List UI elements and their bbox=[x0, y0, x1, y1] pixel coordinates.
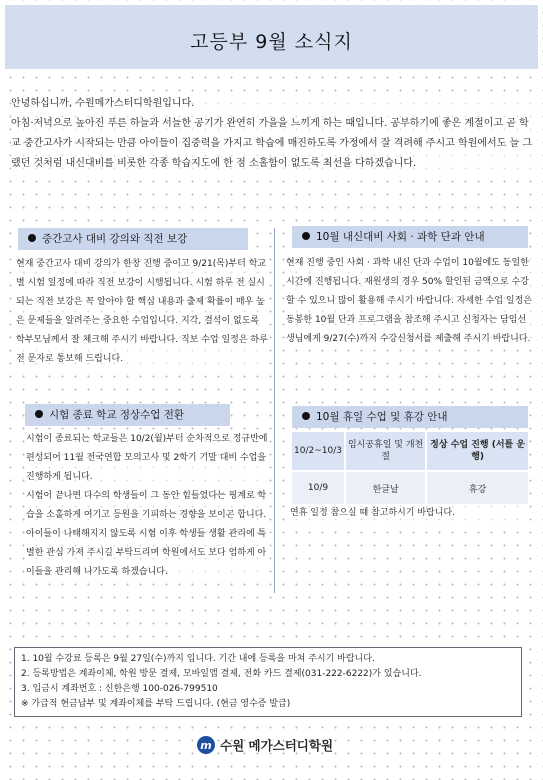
column-divider bbox=[274, 228, 275, 593]
greeting-block bbox=[11, 94, 533, 174]
greeting-line: 안녕하십니까, 수원메가스터디학원입니다. bbox=[11, 98, 195, 109]
midterm-text: 현재 중간고사 대비 강의가 한창 진행 중이고 9/21(목)부터 학교별 시험 일정에 따라 직전 보강이 시행됩니다. 시험 하루 전 실시되는 직전 보강은 꼭 알아야 할 핵심 내용과 출제 확률이 매우 높은 문제들을 알려주는 중요한 수업입니다. 지각, 결석이 없도록 학부모님께서 잘 체크해 주시기 바랍니다. 직보 수업 일정은 하루 전 문자로 통보해 드립니다. bbox=[16, 259, 268, 364]
bullet-icon bbox=[28, 234, 36, 242]
october-prep-body bbox=[286, 254, 532, 349]
after-exam-body bbox=[26, 430, 268, 582]
section-title-text: 중간고사 대비 강의와 직전 보강 bbox=[42, 233, 188, 245]
notice-line: ※ 가급적 현금납부 및 계좌이체를 부탁 드립니다. (현금 영수증 발급) bbox=[21, 699, 291, 709]
footer-logo bbox=[197, 735, 333, 755]
bullet-icon bbox=[35, 410, 43, 418]
notice-line: 1. 10월 수강료 등록은 9월 27일(수)까지 입니다. 기간 내에 등록을 마쳐 주시기 바랍니다. bbox=[21, 654, 375, 664]
section-title-midterm bbox=[18, 228, 248, 250]
table-row bbox=[292, 471, 528, 504]
holiday-note bbox=[290, 504, 530, 523]
table-cell: 정상 수업 진행 (서틀 운행) bbox=[426, 432, 528, 471]
section-title-october-prep bbox=[292, 226, 528, 248]
after-exam-text-1: 시험이 종료되는 학교들은 10/2(월)부터 순차적으로 정규반에 편성되어 11월 전국연합 모의고사 및 2학기 기말 대비 수업을 진행하게 됩니다. bbox=[26, 434, 268, 482]
bullet-icon bbox=[302, 232, 310, 240]
newsletter-header bbox=[5, 5, 538, 69]
section-title-text: 시험 종료 학교 정상수업 전환 bbox=[49, 409, 185, 421]
table-cell: 임시공휴일 및 개천절 bbox=[345, 432, 426, 471]
table-cell: 한글날 bbox=[345, 471, 426, 504]
bullet-icon bbox=[302, 412, 310, 420]
table-header-row bbox=[292, 432, 528, 471]
newsletter-title: 고등부 9월 소식지 bbox=[190, 31, 353, 53]
section-title-text: 10월 내신대비 사회 · 과학 단과 안내 bbox=[316, 231, 485, 243]
after-exam-text-2: 시험이 끝나면 다수의 학생들이 그 동안 힘들었다는 핑계로 학습을 소홀하게 여기고 등원을 기피하는 경향을 보이곤 합니다. 아이들이 나태해지지 않도록 시험 이후 학생들 생활 관리에 특별한 관심 가져 주시길 부탁드리며 학원에서도 보다 엄하게 아이들을 관리해 나가도록 하겠습니다. bbox=[26, 491, 267, 577]
october-prep-text: 현재 진행 중인 사회 · 과학 내신 단과 수업이 10월에도 동일한 시간에 진행됩니다. 재원생의 경우 50% 할인된 금액으로 수강할 수 있으니 많이 활용해 주시기 바랍니다. 자세한 수업 일정은 동봉한 10월 단과 프로그램을 참조해 주시고 신청자는 담임선생님에게 9/27(수)까지 수강신청서를 제출해 주시기 바랍니다. bbox=[286, 258, 532, 344]
table-cell: 휴강 bbox=[426, 471, 528, 504]
greeting-body: 아침·저녁으로 높아진 푸른 하늘과 서늘한 공기가 완연히 가을을 느끼게 하는 때입니다. 공부하기에 좋은 계절이고 곧 학교 중간고사가 시작되는 만큼 아이들이 집중력을 가지고 학습에 매진하도록 가정에서 잘 격려해 주시고 학원에서도 늘 그랬던 것처럼 내신대비를 비롯한 각종 학습지도에 한 점 소홀함이 없도록 최선을 다하겠습니다. bbox=[11, 118, 533, 169]
holiday-schedule-table bbox=[292, 432, 528, 504]
notice-box bbox=[14, 647, 522, 717]
notice-line: 2. 등록방법은 계좌이체, 학원 방문 결제, 모바일앱 결제, 전화 카드 결제(031-222-6222)가 있습니다. bbox=[21, 669, 422, 679]
table-cell: 10/9 bbox=[292, 471, 345, 504]
section-title-after-exam bbox=[25, 404, 230, 426]
section-title-holiday bbox=[292, 406, 528, 428]
notice-line: 3. 입금시 계좌번호 : 신한은행 100-026-799510 bbox=[21, 684, 218, 694]
logo-text: 수원 메가스터디학원 bbox=[220, 738, 334, 753]
midterm-body bbox=[16, 255, 268, 369]
section-title-text: 10월 휴일 수업 및 휴강 안내 bbox=[316, 411, 448, 423]
megastudy-logo-icon: m bbox=[197, 736, 215, 754]
holiday-note-text: 연휴 일정 참으실 때 참고하시기 바랍니다. bbox=[290, 508, 455, 518]
table-cell: 10/2~10/3 bbox=[292, 432, 345, 471]
